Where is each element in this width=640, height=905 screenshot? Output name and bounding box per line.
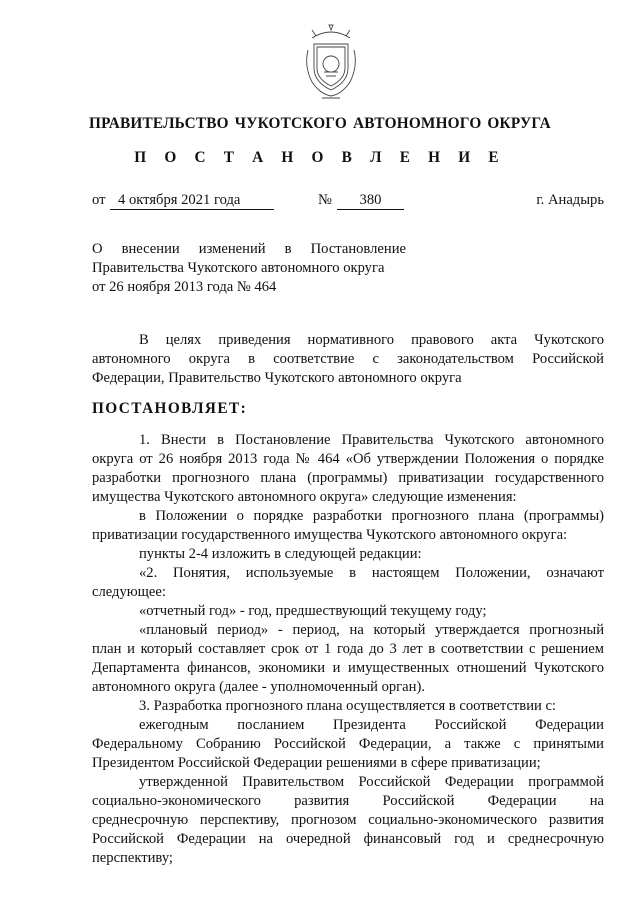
coat-of-arms-icon [302, 22, 360, 104]
body-line: перспективу; [92, 850, 173, 866]
body-line: Департамента финансов, экономики и имущественных отношений Чукотского [92, 660, 604, 676]
document-date: 4 октября 2021 года [110, 191, 274, 210]
body-line: автономного округа (далее - уполномоченный орган). [92, 679, 425, 695]
subject-line: О внесении изменений в Постановление [92, 241, 406, 257]
body-line: следующее: [92, 584, 166, 600]
body-line: утвержденной Правительством Российской Федерации программой [139, 774, 604, 790]
subject-line: от 26 ноября 2013 года № 464 [92, 279, 277, 295]
document-subject [92, 240, 406, 297]
preamble-line: автономного округа в соответствие с законодательством Российской [92, 351, 604, 367]
issue-city: г. Анадырь [536, 192, 604, 208]
document-body [92, 431, 604, 868]
body-line: «отчетный год» - год, предшествующий текущему году; [139, 603, 487, 619]
body-line: Президентом Российской Федерации решениями в сфере приватизации; [92, 755, 541, 771]
body-line: в Положении о порядке разработки прогнозного плана (программы) [139, 508, 604, 524]
body-line: имущества Чукотского автономного округа» следующие изменения: [92, 489, 517, 505]
body-line: «плановый период» - период, на который утверждается прогнозный [139, 622, 604, 638]
body-line: Российской Федерации на очередной финансовый год и среднесрочную [92, 831, 604, 847]
body-line: Федеральному Собранию Российской Федерации, а также с принятыми [92, 736, 604, 752]
preamble-line: Федерации, Правительство Чукотского автономного округа [92, 370, 462, 386]
body-line: ежегодным посланием Президента Российской Федерации [139, 717, 604, 733]
document-number: 380 [337, 191, 404, 210]
body-line: округа от 26 ноября 2013 года № 464 «Об утверждении Положения о порядке [92, 451, 604, 467]
body-line: среднесрочную перспективу, прогнозом социально-экономического развития [92, 812, 604, 828]
date-prefix: от [92, 192, 106, 208]
decrees-heading: ПОСТАНОВЛЯЕТ: [92, 400, 248, 417]
body-line: план и который составляет срок от 1 года до 3 лет в соответствии с решением [92, 641, 604, 657]
body-line: разработки прогнозного плана (программы) приватизации государственного [92, 470, 604, 486]
body-line: 3. Разработка прогнозного плана осуществляется в соответствии с: [139, 698, 556, 714]
preamble-paragraph [92, 331, 604, 388]
number-label: № [318, 192, 332, 208]
body-line: пункты 2-4 изложить в следующей редакции: [139, 546, 422, 562]
preamble-line: В целях приведения нормативного правового акта Чукотского [139, 332, 604, 348]
body-line: «2. Понятия, используемые в настоящем Положении, означают [139, 565, 604, 581]
document-type-title: П О С Т А Н О В Л Е Н И Е [134, 149, 506, 166]
issuing-authority: ПРАВИТЕЛЬСТВО ЧУКОТСКОГО АВТОНОМНОГО ОКРУГА [89, 115, 551, 132]
body-line: приватизации государственного имущества Чукотского автономного округа: [92, 527, 568, 543]
body-line: 1. Внести в Постановление Правительства Чукотского автономного [139, 432, 604, 448]
subject-line: Правительства Чукотского автономного округа [92, 260, 385, 276]
body-line: социально-экономического развития Российской Федерации на [92, 793, 604, 809]
document-dateline [92, 191, 604, 211]
